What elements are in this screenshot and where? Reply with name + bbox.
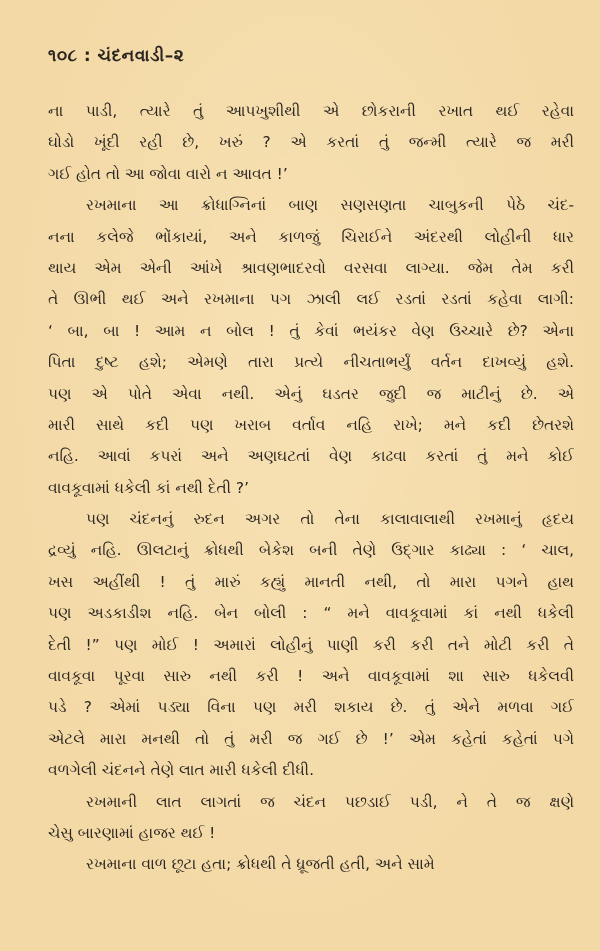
text-line: નના કલેજે ભોંકાયાં, અને કાળજું ચિરાઈને અંદરથી લોહીની ધાર [48, 227, 574, 246]
text-line: વાવકૂવામાં ધકેલી કાં નથી દેતી ?’ [48, 478, 249, 497]
text-line: રખમાની લાત લાગતાં જ ચંદન પછડાઈ પડી, ને તે જ ક્ષણે [86, 792, 574, 811]
text-line: દ્રવ્યું નહિ. ઊલટાનું ક્રોધથી બેકેશ બની તેણે ઉદ્ગાર કાઢ્યા : ‘ ચાલ, [48, 541, 574, 560]
text-line: ગઈ હોત તો આ જોવા વારો ન આવત !’ [48, 164, 288, 183]
paragraph-1 [48, 96, 574, 190]
body-text [48, 96, 574, 881]
text-line: રખમાના આ ક્રોધાગ્નિનાં બાણ સણસણતા ચાબુકની પેઠે ચંદ- [86, 196, 574, 215]
running-head: ૧૦૮ : ચંદનવાડી–૨ [48, 46, 185, 66]
text-line: તે ઊભી થઈ અને રખમાના પગ ઝાલી લઈ રડતાં રડતાં કહેવા લાગી: [48, 290, 574, 309]
text-line: વાવકૂવા પૂરવા સારુ નથી કરી ! અને વાવકૂવામાં શા સારુ ધકેલવી [48, 667, 574, 686]
text-line: પણ એ પોતે એવા નથી. એનું ઘડતર જુદી જ માટીનું છે. એ [48, 384, 574, 403]
text-line: ચેસુ બારણામાં હાજર થઈ ! [48, 823, 216, 842]
text-line: પણ અડકાડીશ નહિ. બેન બોલી : “ મને વાવકૂવામાં કાં નથી ધકેલી [48, 604, 574, 623]
text-line: રખમાના વાળ છૂટા હતા; ક્રોધથી તે ધ્રૂજતી હતી, અને સામે [86, 855, 435, 874]
text-line: નહિ. આવાં કપરાં અને અણઘટતાં વેણ કાઢવા કરતાં તું મને કોઈ [48, 447, 574, 466]
text-line: થાય એમ એની આંખે શ્રાવણભાદરવો વરસવા લાગ્યા. જેમ તેમ કરી [48, 258, 574, 277]
text-line: ઘોડો ખૂંદી રહી છે, ખરું ? એ કરતાં તું જન્મી ત્યારે જ મરી [48, 133, 574, 152]
text-line: ખસ અહીંથી ! તું મારું કહ્યું માનતી નથી, તો મારા પગને હાથ [48, 572, 574, 591]
text-line: પણ ચંદનનું રુદન અગર તો તેના કાલાવાલાથી રખમાનું હૃદય [86, 510, 574, 529]
text-line: વળગેલી ચંદનને તેણે લાત મારી ધકેલી દીધી. [48, 761, 314, 780]
text-line: પડે ? એમાં પડ્યા વિના પણ મરી શકાય છે. તું એને મળવા ગઈ [48, 698, 574, 717]
paragraph-2 [48, 190, 574, 504]
text-line: ના પાડી, ત્યારે તું આપખુશીથી એ છોકરાની રખાત થઈ રહેવા [48, 102, 574, 120]
paragraph-3 [48, 504, 574, 787]
paragraph-5 [48, 849, 574, 880]
text-line: એટલે મારા મનથી તો તું મરી જ ગઈ છે !’ એમ કહેતાં કહેતાં પગે [48, 729, 574, 748]
text-line: દેતી !” પણ મોઈ ! અમારાં લોહીનું પાણી કરી કરી તને મોટી કરી તે [48, 635, 574, 654]
text-line: મારી સાથે કદી પણ ખરાબ વર્તાવ નહિ રાખે; મને કદી છેતરશે [48, 415, 574, 434]
text-line: ‘ બા, બા ! આમ ન બોલ ! તું કેવાં ભયંકર વેણ ઉચ્ચારે છે? એના [48, 321, 574, 340]
paragraph-4 [48, 787, 574, 850]
text-line: પિતા દુષ્ટ હશે; એમણે તારા પ્રત્યે નીચતાભર્યું વર્તન દાખવ્યું હશે. [48, 353, 574, 372]
